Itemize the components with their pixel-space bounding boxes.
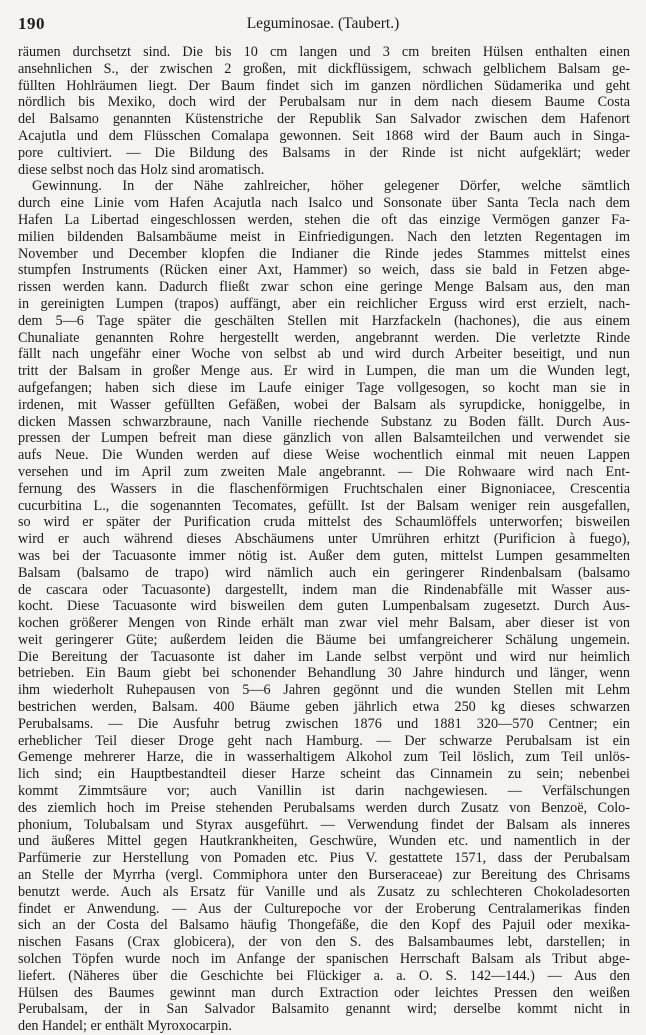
text-line: benutzt werde. Auch als Ersatz für Vanille und als Zusatz zu schlechteren Chokoladesorten (18, 883, 630, 900)
text-line: de cascara oder Tacuasonte) dargestellt, indem man die Rindenabfälle mit Wasser aus- (18, 581, 630, 598)
text-line: räumen durchsetzt sind. Die bis 10 cm langen und 3 cm breiten Hülsen enthalten einen (18, 44, 630, 60)
text-line: milien bildenden Balsambäume meist in Einfriedigungen. Nach den letzten Regentagen im (18, 228, 630, 245)
page-header (18, 14, 628, 36)
text-line: durch eine Linie vom Hafen Acajutla nach Isalco und Sonsonate über Santa Tecla nach dem (18, 195, 630, 212)
text-line: so wird er später der Purification cruda mittelst des Schaumlöffels unterworfen; bisweilen (18, 514, 630, 531)
text-line: pressen der Lumpen befreit man diese gänzlich von allen Balsamteilchen und verwendet sie (18, 430, 630, 447)
text-line: irdenen, mit Wasser gefüllten Gefäßen, wobei der Balsam als syrupdicke, honiggelbe, in (18, 396, 630, 413)
text-line: bestrichen werden, Balsam. 400 Bäume geben jährlich etwa 250 kg dieses schwarzen (18, 699, 630, 716)
text-line: Gemenge mehrerer Harze, die in wasserhaltigem Alkohol zum Teil löslich, zum Teil unlös- (18, 749, 630, 766)
text-line: sich an der Costa del Balsamo häufig Thongefäße, die den Kopf des Pajuil oder mexika- (18, 917, 630, 934)
text-line: phonium, Tolubalsam und Styrax ausgeführt. — Verwendung findet der Balsam als inneres (18, 816, 630, 833)
text-line: betrieben. Ein Baum giebt bei schonender Behandlung 30 Jahre hindurch und länger, wenn (18, 665, 630, 682)
text-line: diese selbst noch das Holz sind aromatisch. (18, 161, 265, 178)
text-line: lich sind; ein Hauptbestandteil dieser Harze scheint das Cinnamein zu sein; nebenbei (18, 766, 630, 783)
text-line: erheblicher Teil dieser Droge geht nach Hamburg. — Der schwarze Perubalsam ist ein (18, 732, 630, 749)
text-line: Chunaliate genannten Rohre hergestellt werden, angebrannt werden. Die verletzte Rinde (18, 329, 630, 346)
text-line: aufgefangen; haben sich diese im Laufe einiger Tage vollgesogen, so kocht man sie in (18, 379, 630, 396)
text-line: del Balsamo genannten Küstenstriche der Republik San Salvador zwischen dem Hafenort (18, 111, 630, 128)
text-line: Hülsen des Baumes gewinnt man durch Extraction oder leichtes Pressen den weißen (18, 984, 630, 1001)
text-line: den Handel; er enthält Myroxocarpin. (18, 1018, 232, 1035)
text-line: stumpfen Instruments (Rücken einer Axt, Hammer) so weich, dass sie bald in Fetzen abge- (18, 262, 630, 279)
text-line: Gewinnung. In der Nähe zahlreicher, höher gelegener Dörfer, welche sämtlich (32, 178, 630, 195)
text-line: findet er Anwendung. — Aus der Culturepoche vor der Eroberung Centralamerikas finden (18, 900, 630, 917)
text-line: Parfümerie zur Herstellung von Pomaden etc. Pius V. gestattete 1571, dass der Perubalsam (18, 850, 630, 867)
text-line: Acajutla und dem Flüsschen Comalapa gewonnen. Seit 1868 wird der Baum auch in Singa- (18, 127, 630, 144)
text-line: fernung des Wassers in die flaschenförmigen Fruchtschalen einer Bignoniacee, Crescentia (18, 480, 630, 497)
text-line: Perubalsams. — Die Ausfuhr betrug zwischen 1876 und 1881 320—570 Centner; ein (18, 715, 630, 732)
running-head: Leguminosae. (Taubert.) (246, 15, 400, 32)
text-line: ihm wiederholt Ruhepausen von 5—6 Jahren gegönnt und die wunden Stellen mit Lehm (18, 682, 630, 699)
text-line: rissen werden kann. Dadurch fließt zwar schon eine geringe Menge Balsam aus, den man (18, 279, 630, 296)
text-line: Hafen La Libertad eingeschlossen werden, stehen die oft das einzige Vermögen ganzer Fa- (18, 211, 630, 228)
text-line: füllten Hohlräumen liegt. Der Baum findet sich im ganzen nördlichen Südamerika und geht (18, 77, 630, 94)
text-line: was bei der Tacuasonte immer nötig ist. Außer dem guten, mittelst Lumpen gesammelten (18, 547, 630, 564)
text-line: Balsam (balsamo de trapo) wird nämlich auch ein geringerer Rindenbalsam (balsamo (18, 564, 630, 581)
text-line: fällt nach ungefähr einer Woche von selbst ab und wird durch Arbeiter beseitigt, und nun (18, 346, 630, 363)
text-line: versehen und im April zum zweiten Male angebrannt. — Die Rohwaare wird nach Ent- (18, 463, 630, 480)
text-line: und äußeres Mittel gegen Hautkrankheiten, Geschwüre, Wunden etc. und namentlich in der (18, 833, 630, 850)
text-line: wird er auch während dieses Abschäumens unter Umrühren erhitzt (Purificion à fuego), (18, 531, 630, 548)
text-line: Perubalsam, der in San Salvador Balsamito genannt wird; derselbe kommt nicht in (18, 1001, 630, 1018)
text-line: kommt Zimmtsäure vor; auch Vanillin ist darin nachgewiesen. — Verfälschungen (18, 783, 630, 800)
text-line: an Stelle der Myrrha (vergl. Commiphora unter den Burseraceae) zur Bereitung des Chrisams (18, 867, 630, 884)
text-line: des ziemlich hoch im Preise stehenden Perubalsams werden durch Zusatz von Benzoë, Colo- (18, 799, 630, 816)
body-text (18, 44, 630, 1035)
text-line: kocht. Diese Tacuasonte wird bisweilen dem guten Lumpenbalsam zugesetzt. Durch Aus- (18, 598, 630, 615)
text-line: liefert. (Näheres über die Geschichte bei Flückiger a. a. O. S. 142—144.) — Aus den (18, 967, 630, 984)
text-line: cucurbitina L., die sogenannten Tecomates, gefüllt. Ist der Balsam weniger rein ausgefallen, (18, 497, 630, 514)
text-line: tritt der Balsam in großer Menge aus. Er wird in Lumpen, die man um die Wunden legt, (18, 363, 630, 380)
text-line: ansehnlichen S., der zwischen 2 großen, mit dickflüssigem, schwach gelblichem Balsam ge- (18, 60, 630, 77)
text-line: nördlich bis Mexiko, doch wird der Perubalsam nur in dem nach diesem Baume Costa (18, 94, 630, 111)
text-line: Die Bereitung der Tacuasonte ist daher im Lande selbst verpönt und wird nur heimlich (18, 648, 630, 665)
page-number: 190 (18, 14, 45, 33)
text-line: dicken Massen schwarzbraune, nach Vanille riechende Substanz zu Boden fällt. Durch Aus- (18, 413, 630, 430)
text-line: pore cultiviert. — Die Bildung des Balsams in der Rinde ist nicht aufgeklärt; weder (18, 144, 630, 161)
text-line: nischen Fasans (Crax globicera), der von den S. des Balsambaumes lebt, darstellen; in (18, 934, 630, 951)
text-line: November und December klopfen die Indianer die Rinde jedes Stammes mittelst eines (18, 245, 630, 262)
text-line: in gereinigten Lumpen (trapos) auffängt, aber ein reichlicher Erguss wird erst erzielt, nach- (18, 295, 630, 312)
text-line: kochen größerer Mengen von Rinde erhält man zwar viel mehr Balsam, aber dieser ist von (18, 615, 630, 632)
text-line: solchen Töpfen wurde noch im Anfange der spanischen Herrschaft Balsam als Tribut abge- (18, 951, 630, 968)
text-line: dem 5—6 Tage später die geschälten Stellen mit Harzfackeln (hachones), die aus einem (18, 312, 630, 329)
text-line: aufs Neue. Die Wunden werden auf diese Weise wochentlich einmal mit neuen Lappen (18, 447, 630, 464)
text-line: weit geringerer Güte; außerdem leiden die Bäume bei umfangreicherer Schälung ungemein. (18, 631, 630, 648)
